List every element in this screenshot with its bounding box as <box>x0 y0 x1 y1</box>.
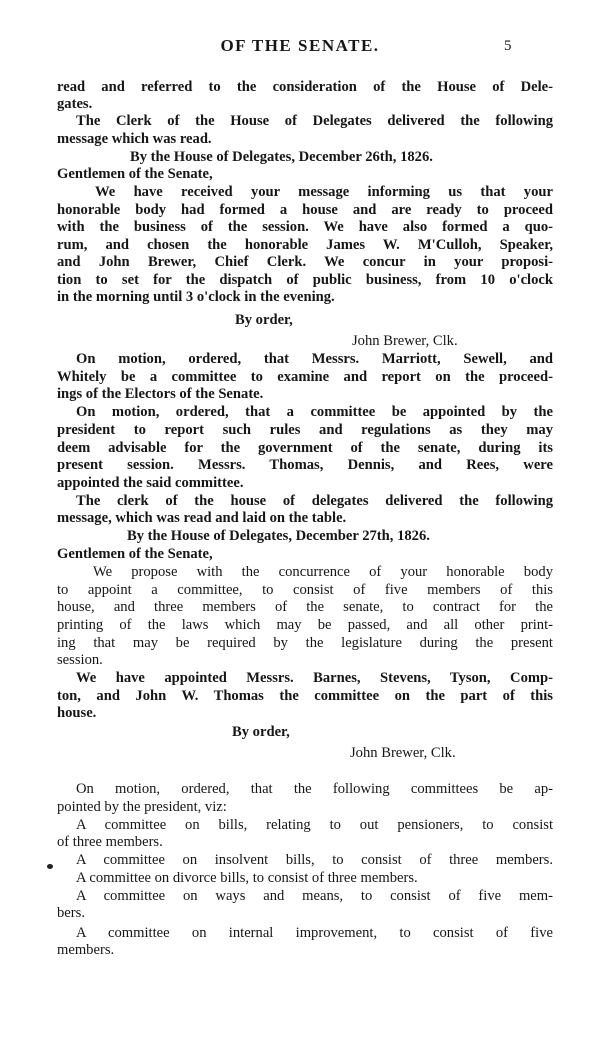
text-line: By order, <box>235 312 293 328</box>
text-line: ing that may be required by the legislature during the present <box>57 635 553 651</box>
text-line: house. <box>57 705 97 721</box>
text-line: pointed by the president, viz: <box>57 799 227 815</box>
text-line: We have appointed Messrs. Barnes, Stevens, Tyson, Comp- <box>76 670 553 686</box>
text-line: Gentlemen of the Senate, <box>57 546 213 562</box>
text-line: to appoint a committee, to consist of five members of this <box>57 582 553 598</box>
text-line: rum, and chosen the honorable James W. M'Culloh, Speaker, <box>57 237 553 253</box>
text-line: house, and three members of the senate, to contract for the <box>57 599 553 615</box>
text-line: On motion, ordered, that Messrs. Marriott, Sewell, and <box>76 351 553 367</box>
text-line: On motion, ordered, that a committee be appointed by the <box>76 404 553 420</box>
text-line: The Clerk of the House of Delegates delivered the following <box>76 113 553 129</box>
text-line: A committee on divorce bills, to consist of three members. <box>76 870 418 886</box>
text-line: Gentlemen of the Senate, <box>57 166 213 182</box>
text-line: session. <box>57 652 103 668</box>
text-line: John Brewer, Clk. <box>352 333 458 349</box>
text-line: message, which was read and laid on the table. <box>57 510 347 526</box>
text-line: members. <box>57 942 115 958</box>
text-line: ings of the Electors of the Senate. <box>57 386 264 402</box>
text-line: By the House of Delegates, December 26th, 1826. <box>130 149 433 165</box>
text-line: appointed the said committee. <box>57 475 244 491</box>
running-title: OF THE SENATE. <box>220 36 380 55</box>
text-line: present session. Messrs. Thomas, Dennis, and Rees, were <box>57 457 553 473</box>
text-line: and John Brewer, Chief Clerk. We concur in your proposi- <box>57 254 553 270</box>
text-line: bers. <box>57 905 85 921</box>
text-line: president to report such rules and regulations as they may <box>57 422 553 438</box>
text-line: ton, and John W. Thomas the committee on the part of this <box>57 688 553 704</box>
text-line: deem advisable for the government of the senate, during its <box>57 440 553 456</box>
ink-blot <box>47 864 53 869</box>
text-line: We have received your message informing us that your <box>95 184 553 200</box>
text-line: A committee on ways and means, to consist of five mem- <box>76 888 553 904</box>
text-line: tion to set for the dispatch of public business, from 10 o'clock <box>57 272 553 288</box>
page-number: 5 <box>504 38 512 54</box>
text-line: John Brewer, Clk. <box>350 745 456 761</box>
text-line: read and referred to the consideration of the House of Dele- <box>57 79 553 95</box>
text-line: Whitely be a committee to examine and report on the proceed- <box>57 369 553 385</box>
text-line: gates. <box>57 96 93 112</box>
text-line: printing of the laws which may be passed, and all other print- <box>57 617 553 633</box>
text-line: A committee on internal improvement, to consist of five <box>76 925 553 941</box>
text-line: with the business of the session. We have also formed a quo- <box>57 219 553 235</box>
text-line: A committee on insolvent bills, to consist of three members. <box>76 852 553 868</box>
text-line: message which was read. <box>57 131 212 147</box>
text-line: A committee on bills, relating to out pensioners, to consist <box>76 817 553 833</box>
text-line: honorable body had formed a house and are ready to proceed <box>57 202 553 218</box>
text-line: in the morning until 3 o'clock in the evening. <box>57 289 335 305</box>
text-line: By order, <box>232 724 290 740</box>
text-line: The clerk of the house of delegates delivered the following <box>76 493 553 509</box>
text-line: By the House of Delegates, December 27th, 1826. <box>127 528 430 544</box>
text-line: On motion, ordered, that the following committees be ap- <box>76 781 553 797</box>
text-line: We propose with the concurrence of your honorable body <box>93 564 553 580</box>
text-line: of three members. <box>57 834 163 850</box>
